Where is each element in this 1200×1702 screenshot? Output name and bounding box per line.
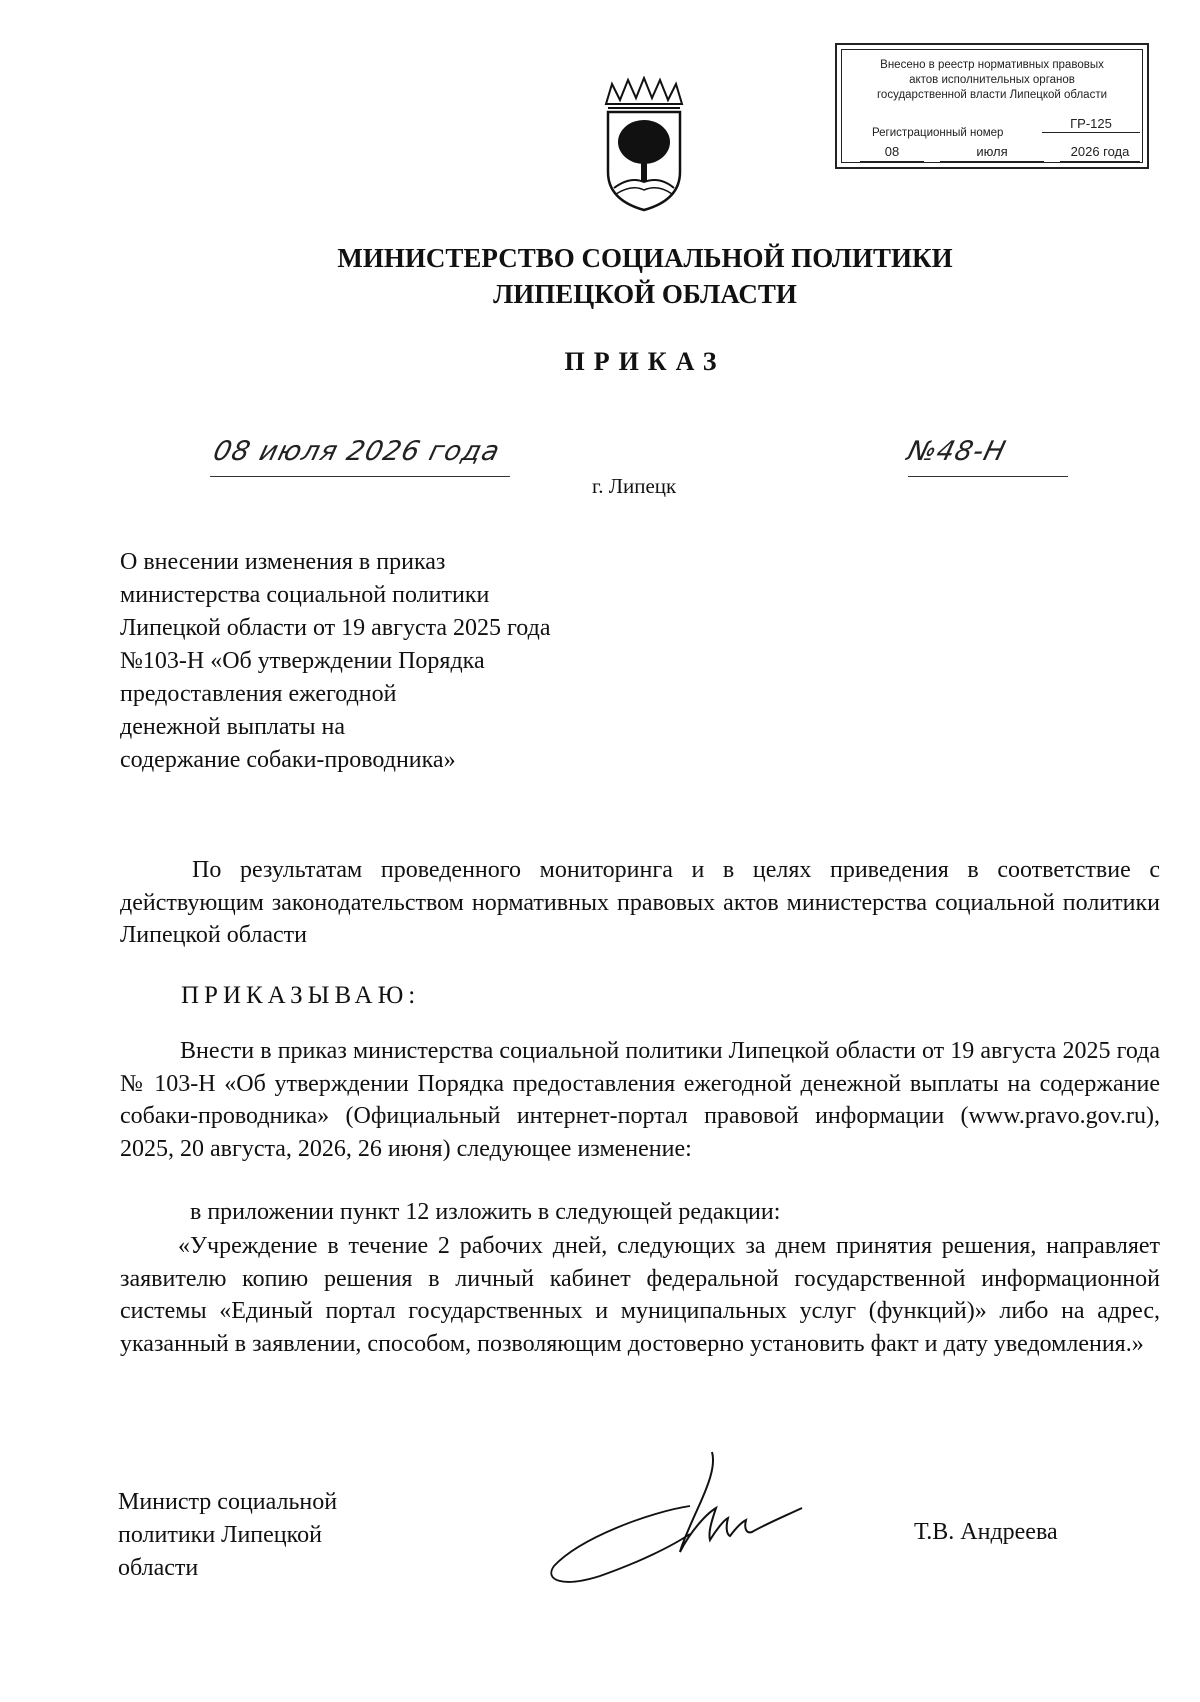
- city: г. Липецк: [592, 474, 677, 498]
- signatory-position-line: политики Липецкой: [118, 1522, 322, 1548]
- number-underline: [908, 476, 1068, 477]
- stamp-month: июля: [976, 144, 1008, 159]
- stamp-month-underline: [940, 161, 1044, 162]
- paragraph-new-wording: «Учреждение в течение 2 рабочих дней, следующих за днем принятия решения, направляет заявителю копию решения в личный кабинет федеральной государственной информационной системы «Единый портал государственных и муниципальных услуг (функций)» либо на адрес, указанный в заявлении, способом, позволяющим достоверно установить факт и дату уведомления.»: [120, 1233, 1160, 1357]
- signatory-position-line: Министр социальной: [118, 1489, 338, 1515]
- preamble-paragraph: По результатам проведенного мониторинга и в целях приведения в соответствие с действующим законодательством нормативных правовых актов министерства социальной политики Липецкой области: [120, 857, 1160, 948]
- stamp-heading-line: актов исполнительных органов: [909, 74, 1075, 86]
- signatory-position-line: области: [118, 1555, 199, 1581]
- subject-line: предоставления ежегодной: [120, 681, 397, 707]
- stamp-reg-label: Регистрационный номер: [872, 127, 1004, 139]
- order-word: ПРИКАЗЫВАЮ:: [181, 982, 421, 1009]
- registration-stamp: [835, 43, 1149, 169]
- ministry-name-line: ЛИПЕЦКОЙ ОБЛАСТИ: [493, 279, 797, 309]
- paragraph-point-12: в приложении пункт 12 изложить в следующей редакции:: [190, 1199, 781, 1225]
- subject-line: №103-Н «Об утверждении Порядка: [120, 648, 485, 674]
- handwritten-number: №48-Н: [904, 436, 1010, 467]
- stamp-heading: [842, 58, 1142, 103]
- subject-line: денежной выплаты на: [120, 714, 346, 740]
- stamp-year-underline: [1060, 161, 1140, 162]
- ministry-name: [0, 240, 1200, 312]
- paragraph-amendment: Внести в приказ министерства социальной политики Липецкой области от 19 августа 2025 года № 103-Н «Об утверждении Порядка предоставления ежегодной денежной выплаты на содержание собаки-проводника» (Официальный интернет-портал правовой информации (www.pravo.gov.ru), 2025, 20 августа, 2026, 26 июня) следующее изменение:: [120, 1038, 1160, 1162]
- stamp-year: 2026 года: [1070, 144, 1130, 159]
- subject-line: О внесении изменения в приказ: [120, 549, 446, 575]
- stamp-heading-line: Внесено в реестр нормативных правовых: [880, 59, 1104, 71]
- stamp-inner-frame: [841, 49, 1143, 163]
- stamp-day-underline: [860, 161, 924, 162]
- stamp-heading-line: государственной власти Липецкой области: [876, 89, 1108, 101]
- date-underline: [210, 476, 510, 477]
- subject-line: Липецкой области от 19 августа 2025 года: [120, 615, 551, 641]
- ministry-name-line: МИНИСТЕРСТВО СОЦИАЛЬНОЙ ПОЛИТИКИ: [337, 243, 953, 273]
- handwritten-signature: [540, 1448, 840, 1588]
- stamp-reg-underline: [1042, 132, 1140, 133]
- stamp-reg-number: ГР-125: [1070, 116, 1112, 131]
- subject-line: содержание собаки-проводника»: [120, 747, 456, 773]
- subject-line: министерства социальной политики: [120, 582, 490, 608]
- signatory-name: Т.В. Андреева: [914, 1519, 1058, 1545]
- document-type: ПРИКАЗ: [564, 347, 726, 376]
- document-subject: [120, 546, 680, 777]
- handwritten-date: 08 июля 2026 года: [210, 436, 504, 467]
- coat-of-arms-emblem: [598, 76, 690, 212]
- stamp-day: 08: [884, 144, 900, 159]
- signatory-position: [118, 1486, 337, 1585]
